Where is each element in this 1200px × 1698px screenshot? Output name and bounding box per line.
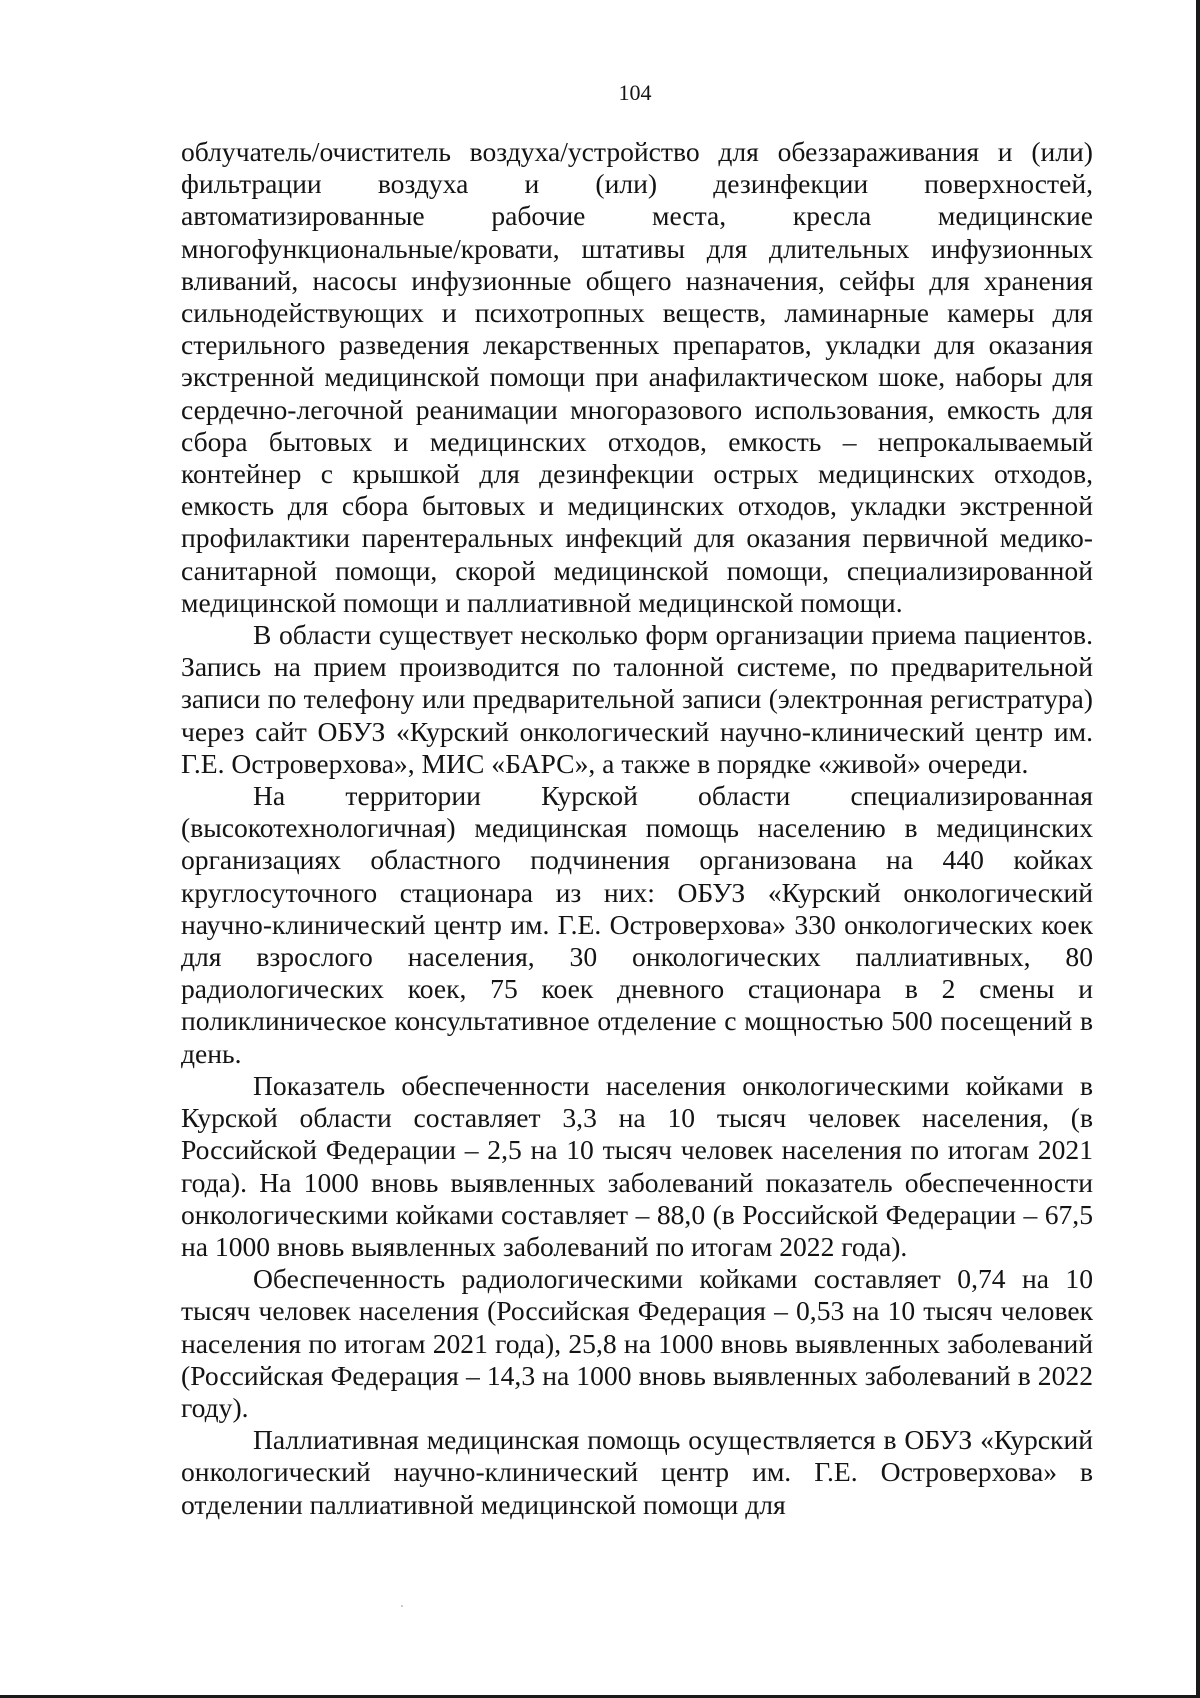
- scan-edge-right: [1196, 0, 1200, 1698]
- paragraph-appointment-forms: В области существует несколько форм организации приема пациентов. Запись на прием производится по талонной системе, по предварительной записи по телефону или предварительной записи (электронная регистратура) через сайт ОБУЗ «Курский онкологический научно-клинический центр им. Г.Е. Островерхова», МИС «БАРС», а также в порядке «живой» очереди.: [181, 619, 1093, 779]
- document-body: [181, 136, 1093, 1521]
- paragraph-specialized-care: На территории Курской области специализированная (высокотехнологичная) медицинская помощь населению в медицинских организациях областного подчинения организована на 440 койках круглосуточного стационара из них: ОБУЗ «Курский онкологический научно-клинический центр им. Г.Е. Островерхова» 330 онкологических коек для взрослого населения, 30 онкологических паллиативных, 80 радиологических коек, 75 коек дневного стационара в 2 смены и поликлиническое консультативное отделение с мощностью 500 посещений в день.: [181, 780, 1093, 1069]
- paragraph-palliative-care: Паллиативная медицинская помощь осуществляется в ОБУЗ «Курский онкологический научно-клинический центр им. Г.Е. Островерхова» в отделении паллиативной медицинской помощи для: [181, 1424, 1093, 1520]
- scan-speck: [401, 1605, 403, 1607]
- page-number: 104: [618, 80, 652, 105]
- paragraph-oncology-beds: Показатель обеспеченности населения онкологическими койками в Курской области составляет 3,3 на 10 тысяч человек населения, (в Российской Федерации – 2,5 на 10 тысяч человек населения по итогам 2021 года). На 1000 вновь выявленных заболеваний показатель обеспеченности онкологическими койками составляет – 88,0 (в Российской Федерации – 67,5 на 1000 вновь выявленных заболеваний по итогам 2022 года).: [181, 1069, 1093, 1262]
- paragraph-radiology-beds: Обеспеченность радиологическими койками составляет 0,74 на 10 тысяч человек населения (Российская Федерация – 0,53 на 10 тысяч человек населения по итогам 2021 года), 25,8 на 1000 вновь выявленных заболеваний (Российская Федерация – 14,3 на 1000 вновь выявленных заболеваний в 2022 году).: [181, 1263, 1093, 1423]
- paragraph-equipment-list: облучатель/очиститель воздуха/устройство для обеззараживания и (или) фильтрации воздуха и (или) дезинфекции поверхностей, автоматизированные рабочие места, кресла медицинские многофункциональные/кровати, штативы для длительных инфузионных вливаний, насосы инфузионные общего назначения, сейфы для хранения сильнодействующих и психотропных веществ, ламинарные камеры для стерильного разведения лекарственных препаратов, укладки для оказания экстренной медицинской помощи при анафилактическом шоке, наборы для сердечно-легочной реанимации многоразового использования, емкость для сбора бытовых и медицинских отходов, емкость – непрокалываемый контейнер с крышкой для дезинфекции острых медицинских отходов, емкость для сбора бытовых и медицинских отходов, укладки экстренной профилактики парентеральных инфекций для оказания первичной медико-санитарной помощи, скорой медицинской помощи, специализированной медицинской помощи и паллиативной медицинской помощи.: [181, 136, 1093, 618]
